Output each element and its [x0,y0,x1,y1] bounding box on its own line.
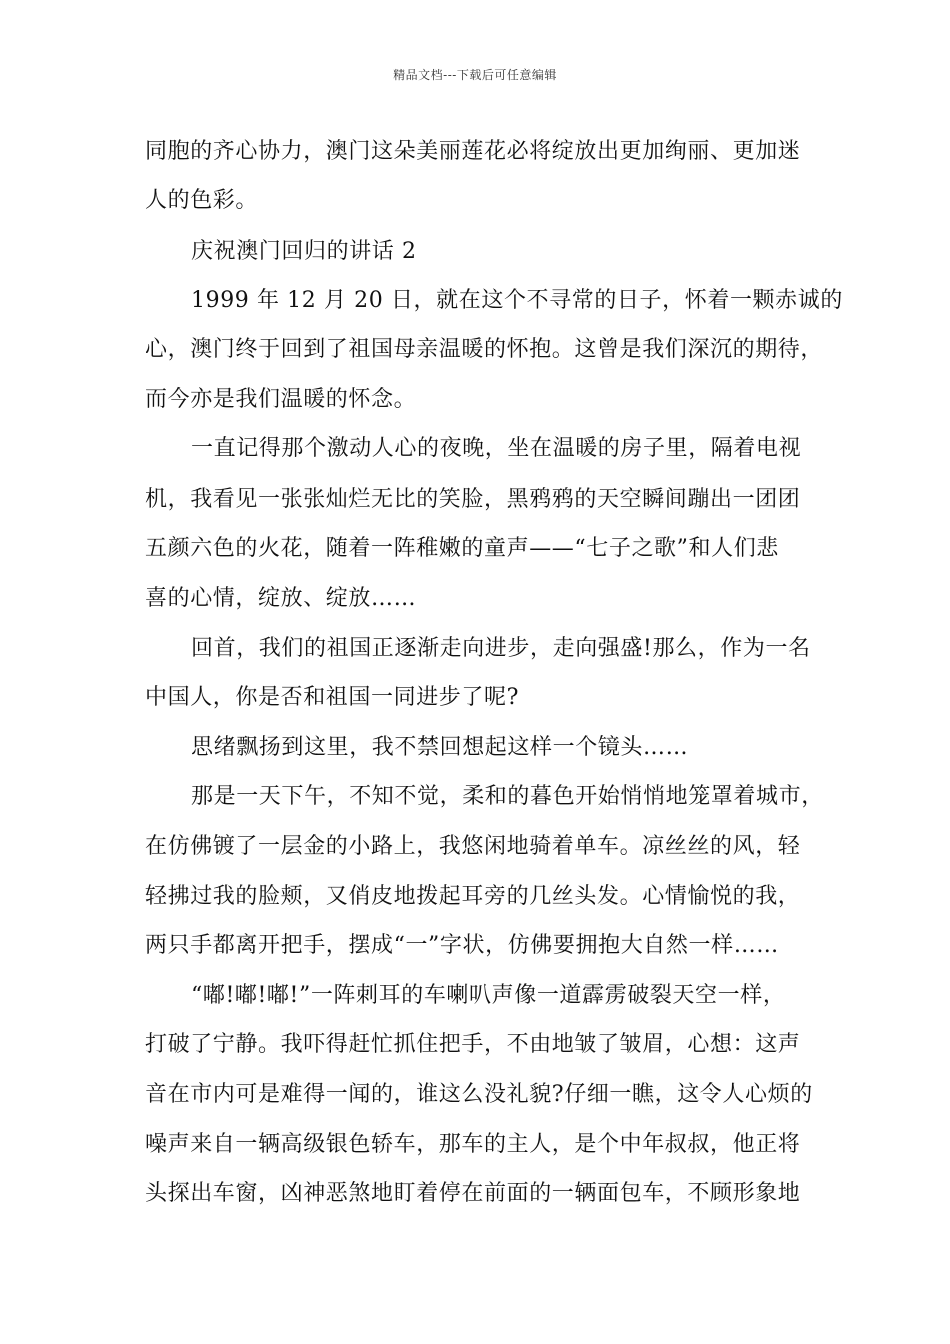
text-line: 中国人，你是否和祖国一同进步了呢? [145,685,519,710]
text-line: 轻拂过我的脸颊，又俏皮地拨起耳旁的几丝头发。心情愉悦的我， [145,884,801,909]
text-line: 在仿佛镀了一层金的小路上，我悠闲地骑着单车。凉丝丝的风，轻 [145,834,801,859]
page-header: 精品文档---下载后可任意编辑 [393,68,557,82]
section-heading: 庆祝澳门回归的讲话 2 [191,239,417,264]
text-line: 喜的心情，绽放、绽放…… [145,586,417,611]
text-line: 心，澳门终于回到了祖国母亲温暖的怀抱。这曾是我们深沉的期待， [145,337,824,362]
text-line: 机，我看见一张张灿烂无比的笑脸，黑鸦鸦的天空瞬间蹦出一团团 [145,487,801,512]
text-line: 音在市内可是难得一闻的，谁这么没礼貌?仔细一瞧，这令人心烦的 [145,1082,813,1107]
text-line: 1999 年 12 月 20 日，就在这个不寻常的日子，怀着一颗赤诚的 [191,288,843,313]
text-line: 回首，我们的祖国正逐渐走向进步，走向强盛!那么，作为一名 [191,636,811,661]
text-line: 同胞的齐心协力，澳门这朵美丽莲花必将绽放出更加绚丽、更加迷 [145,139,801,164]
text-line: “嘟!嘟!嘟!”一阵刺耳的车喇叭声像一道霹雳破裂天空一样， [191,983,786,1008]
text-line: 打破了宁静。我吓得赶忙抓住把手，不由地皱了皱眉，心想：这声 [145,1032,801,1057]
text-line: 头探出车窗，凶神恶煞地盯着停在前面的一辆面包车，不顾形象地 [145,1181,801,1206]
text-line: 人的色彩。 [145,188,259,213]
text-line: 思绪飘扬到这里，我不禁回想起这样一个镜头…… [191,735,689,760]
text-line: 而今亦是我们温暖的怀念。 [145,387,417,412]
text-line: 噪声来自一辆高级银色轿车，那车的主人，是个中年叔叔，他正将 [145,1132,801,1157]
text-line: 那是一天下午，不知不觉，柔和的暮色开始悄悄地笼罩着城市， [191,784,824,809]
text-line: 五颜六色的火花，随着一阵稚嫩的童声——“七子之歌”和人们悲 [145,536,779,561]
text-line: 一直记得那个激动人心的夜晚，坐在温暖的房子里，隔着电视 [191,436,802,461]
text-line: 两只手都离开把手，摆成“一”字状，仿佛要拥抱大自然一样…… [145,933,779,958]
